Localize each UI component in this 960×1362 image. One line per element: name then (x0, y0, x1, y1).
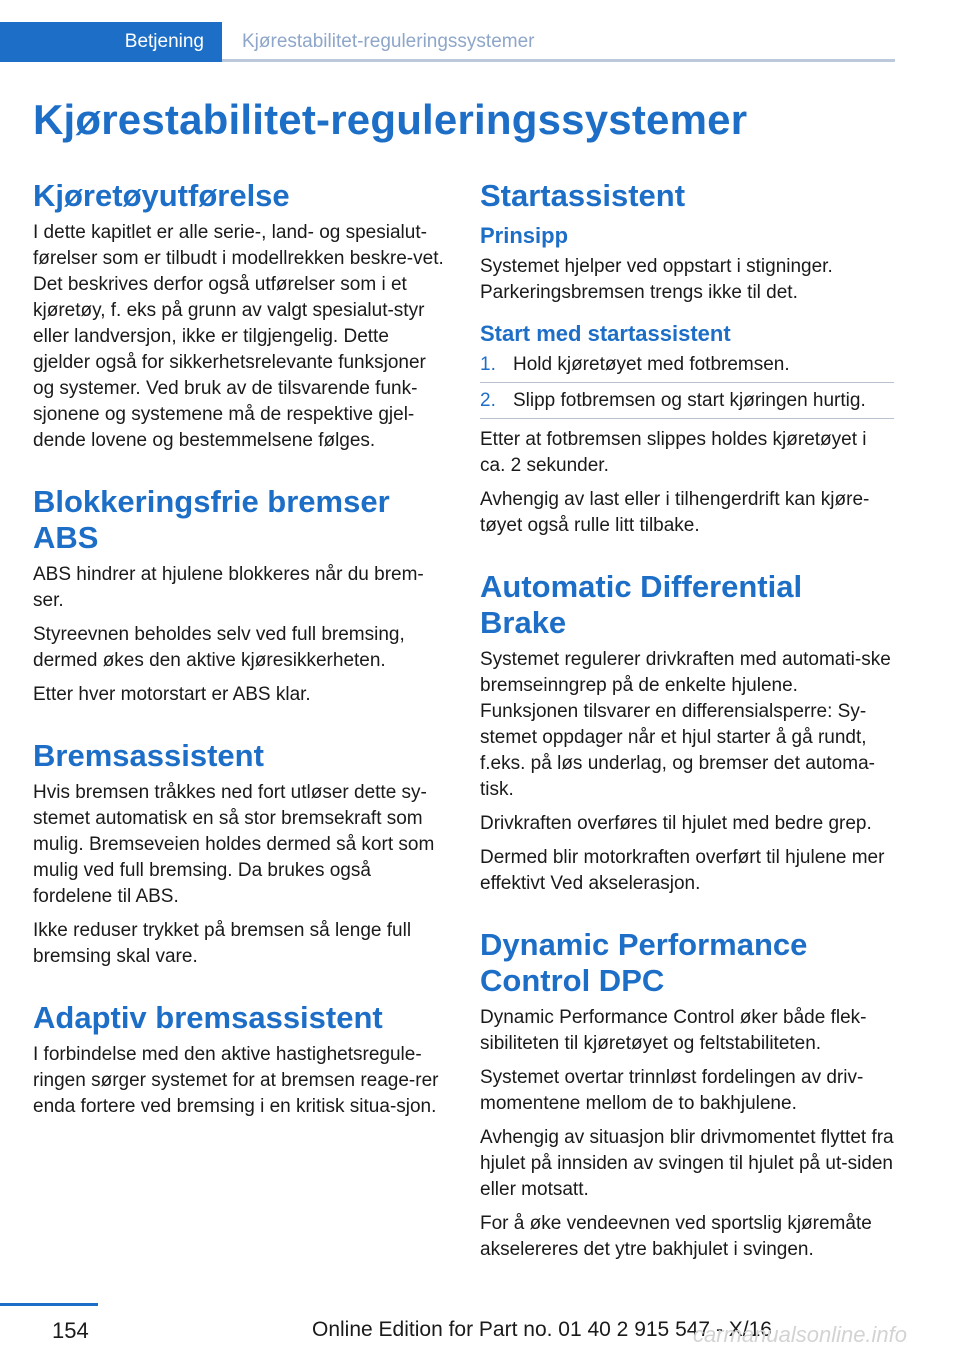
section-label: Betjening (124, 31, 204, 52)
section-abs (33, 484, 451, 708)
section-heading: Adaptiv bremsassistent (33, 1000, 383, 1035)
page-title: Kjørestabilitet-reguleringssystemer (33, 96, 748, 143)
paragraph: Etter at fotbremsen slippes holdes kjøretøyet i ca. 2 sekunder. (480, 429, 867, 476)
section-heading: Kjøretøyutførelse (33, 178, 290, 213)
paragraph: Dynamic Performance Control øker både flek-sibiliteten til kjøretøyet og feltstabiliteten. (480, 1007, 867, 1054)
section-heading: Bremsassistent (33, 738, 264, 773)
footer-divider (0, 1303, 98, 1306)
page-number: 154 (52, 1318, 89, 1343)
step-number: 1. (480, 354, 496, 375)
section-heading: Dynamic Performance Control DPC (480, 927, 808, 998)
paragraph: Ikke reduser trykket på bremsen så lenge full bremsing skal vare. (33, 920, 412, 967)
step-item (480, 352, 894, 383)
section-brake-assistant (33, 738, 451, 970)
paragraph: Avhengig av situasjon blir drivmomentet flyttet fra hjulet på innsiden av svingen til hjulet på ut-siden eller motsatt. (480, 1127, 894, 1200)
paragraph: For å øke vendeevnen ved sportslig kjøremåte akselereres det ytre bakhjulet i svingen. (480, 1213, 872, 1260)
paragraph: ABS hindrer at hjulene blokkeres når du brem-ser. (33, 564, 424, 611)
paragraph: Dermed blir motorkraften overført til hjulene mer effektivt Ved akselerasjon. (480, 847, 885, 894)
subsection-start (480, 320, 894, 539)
section-heading: Blokkeringsfrie bremser ABS (33, 484, 390, 555)
edition-info: Online Edition for Part no. 01 40 2 915 547 - X/16 (312, 1318, 772, 1341)
subsection-principle (480, 222, 894, 306)
left-column (33, 178, 451, 1150)
step-item (480, 388, 894, 419)
step-list (480, 352, 894, 419)
section-start-assistant (480, 178, 894, 539)
header-divider (222, 59, 895, 62)
paragraph: I forbindelse med den aktive hastighetsregule-ringen sørger systemet for at bremsen reage-rer enda fortere ved bremsing i en kritisk situa-sjon. (33, 1044, 439, 1117)
right-column (480, 178, 894, 1293)
paragraph: Systemet regulerer drivkraften med automati-ske bremseinngrep på de enkelte hjulene. Funksjonen tilsvarer en differensialsperre: Sy-stemet oppdager når et hjul starter å gå rundt, f.eks. på løs underlag, og bremser det automa-tisk. (480, 649, 891, 800)
section-adb (480, 569, 894, 897)
paragraph: I dette kapitlet er alle serie-, land- og spesialut-førelser som er tilbudt i modellrekken beskre-vet. Det beskrives derfor også utførelser som i et kjøretøy, f. eks på grunn av valgt spesialut-styr eller landversjon, ikke er tilgjengelig. Dette gjelder også for sikkerhetsrelevante funksjoner og systemer. Ved bruk av de tilsvarende funk-sjonene og systemene må de respektive gjel-dende lovene og bestemmelsene følges. (33, 222, 444, 451)
section-dpc (480, 927, 894, 1263)
section-adaptive-brake-assistant (33, 1000, 451, 1120)
paragraph: Systemet hjelper ved oppstart i stigninger. Parkeringsbremsen trengs ikke til det. (480, 256, 833, 303)
section-vehicle-version (33, 178, 451, 454)
paragraph: Avhengig av last eller i tilhengerdrift kan kjøre-tøyet også rulle litt tilbake. (480, 489, 870, 536)
paragraph: Hvis bremsen tråkkes ned fort utløser dette sy-stemet automatisk en så stor bremsekraft som mulig. Bremseveien holdes dermed så kort som mulig ved full bremsing. Da brukes også fordelene til ABS. (33, 782, 435, 907)
paragraph: Etter hver motorstart er ABS klar. (33, 684, 311, 705)
subsection-heading: Start med startassistent (480, 321, 731, 346)
subsection-heading: Prinsipp (480, 223, 569, 248)
chapter-label: Kjørestabilitet-reguleringssystemer (242, 31, 535, 52)
step-number: 2. (480, 390, 496, 411)
section-heading: Automatic Differential Brake (480, 569, 803, 640)
step-text: Slipp fotbremsen og start kjøringen hurtig. (513, 390, 866, 411)
step-text: Hold kjøretøyet med fotbremsen. (513, 354, 790, 375)
paragraph: Styreevnen beholdes selv ved full bremsing, dermed økes den aktive kjøresikkerheten. (33, 624, 405, 671)
paragraph: Systemet overtar trinnløst fordelingen av driv-momentene mellom de to bakhjulene. (480, 1067, 864, 1114)
section-heading: Startassistent (480, 178, 686, 213)
paragraph: Drivkraften overføres til hjulet med bedre grep. (480, 813, 872, 834)
page-header (0, 22, 895, 62)
watermark: carmanualsonline.info (693, 1322, 908, 1347)
section-tab (0, 22, 222, 62)
